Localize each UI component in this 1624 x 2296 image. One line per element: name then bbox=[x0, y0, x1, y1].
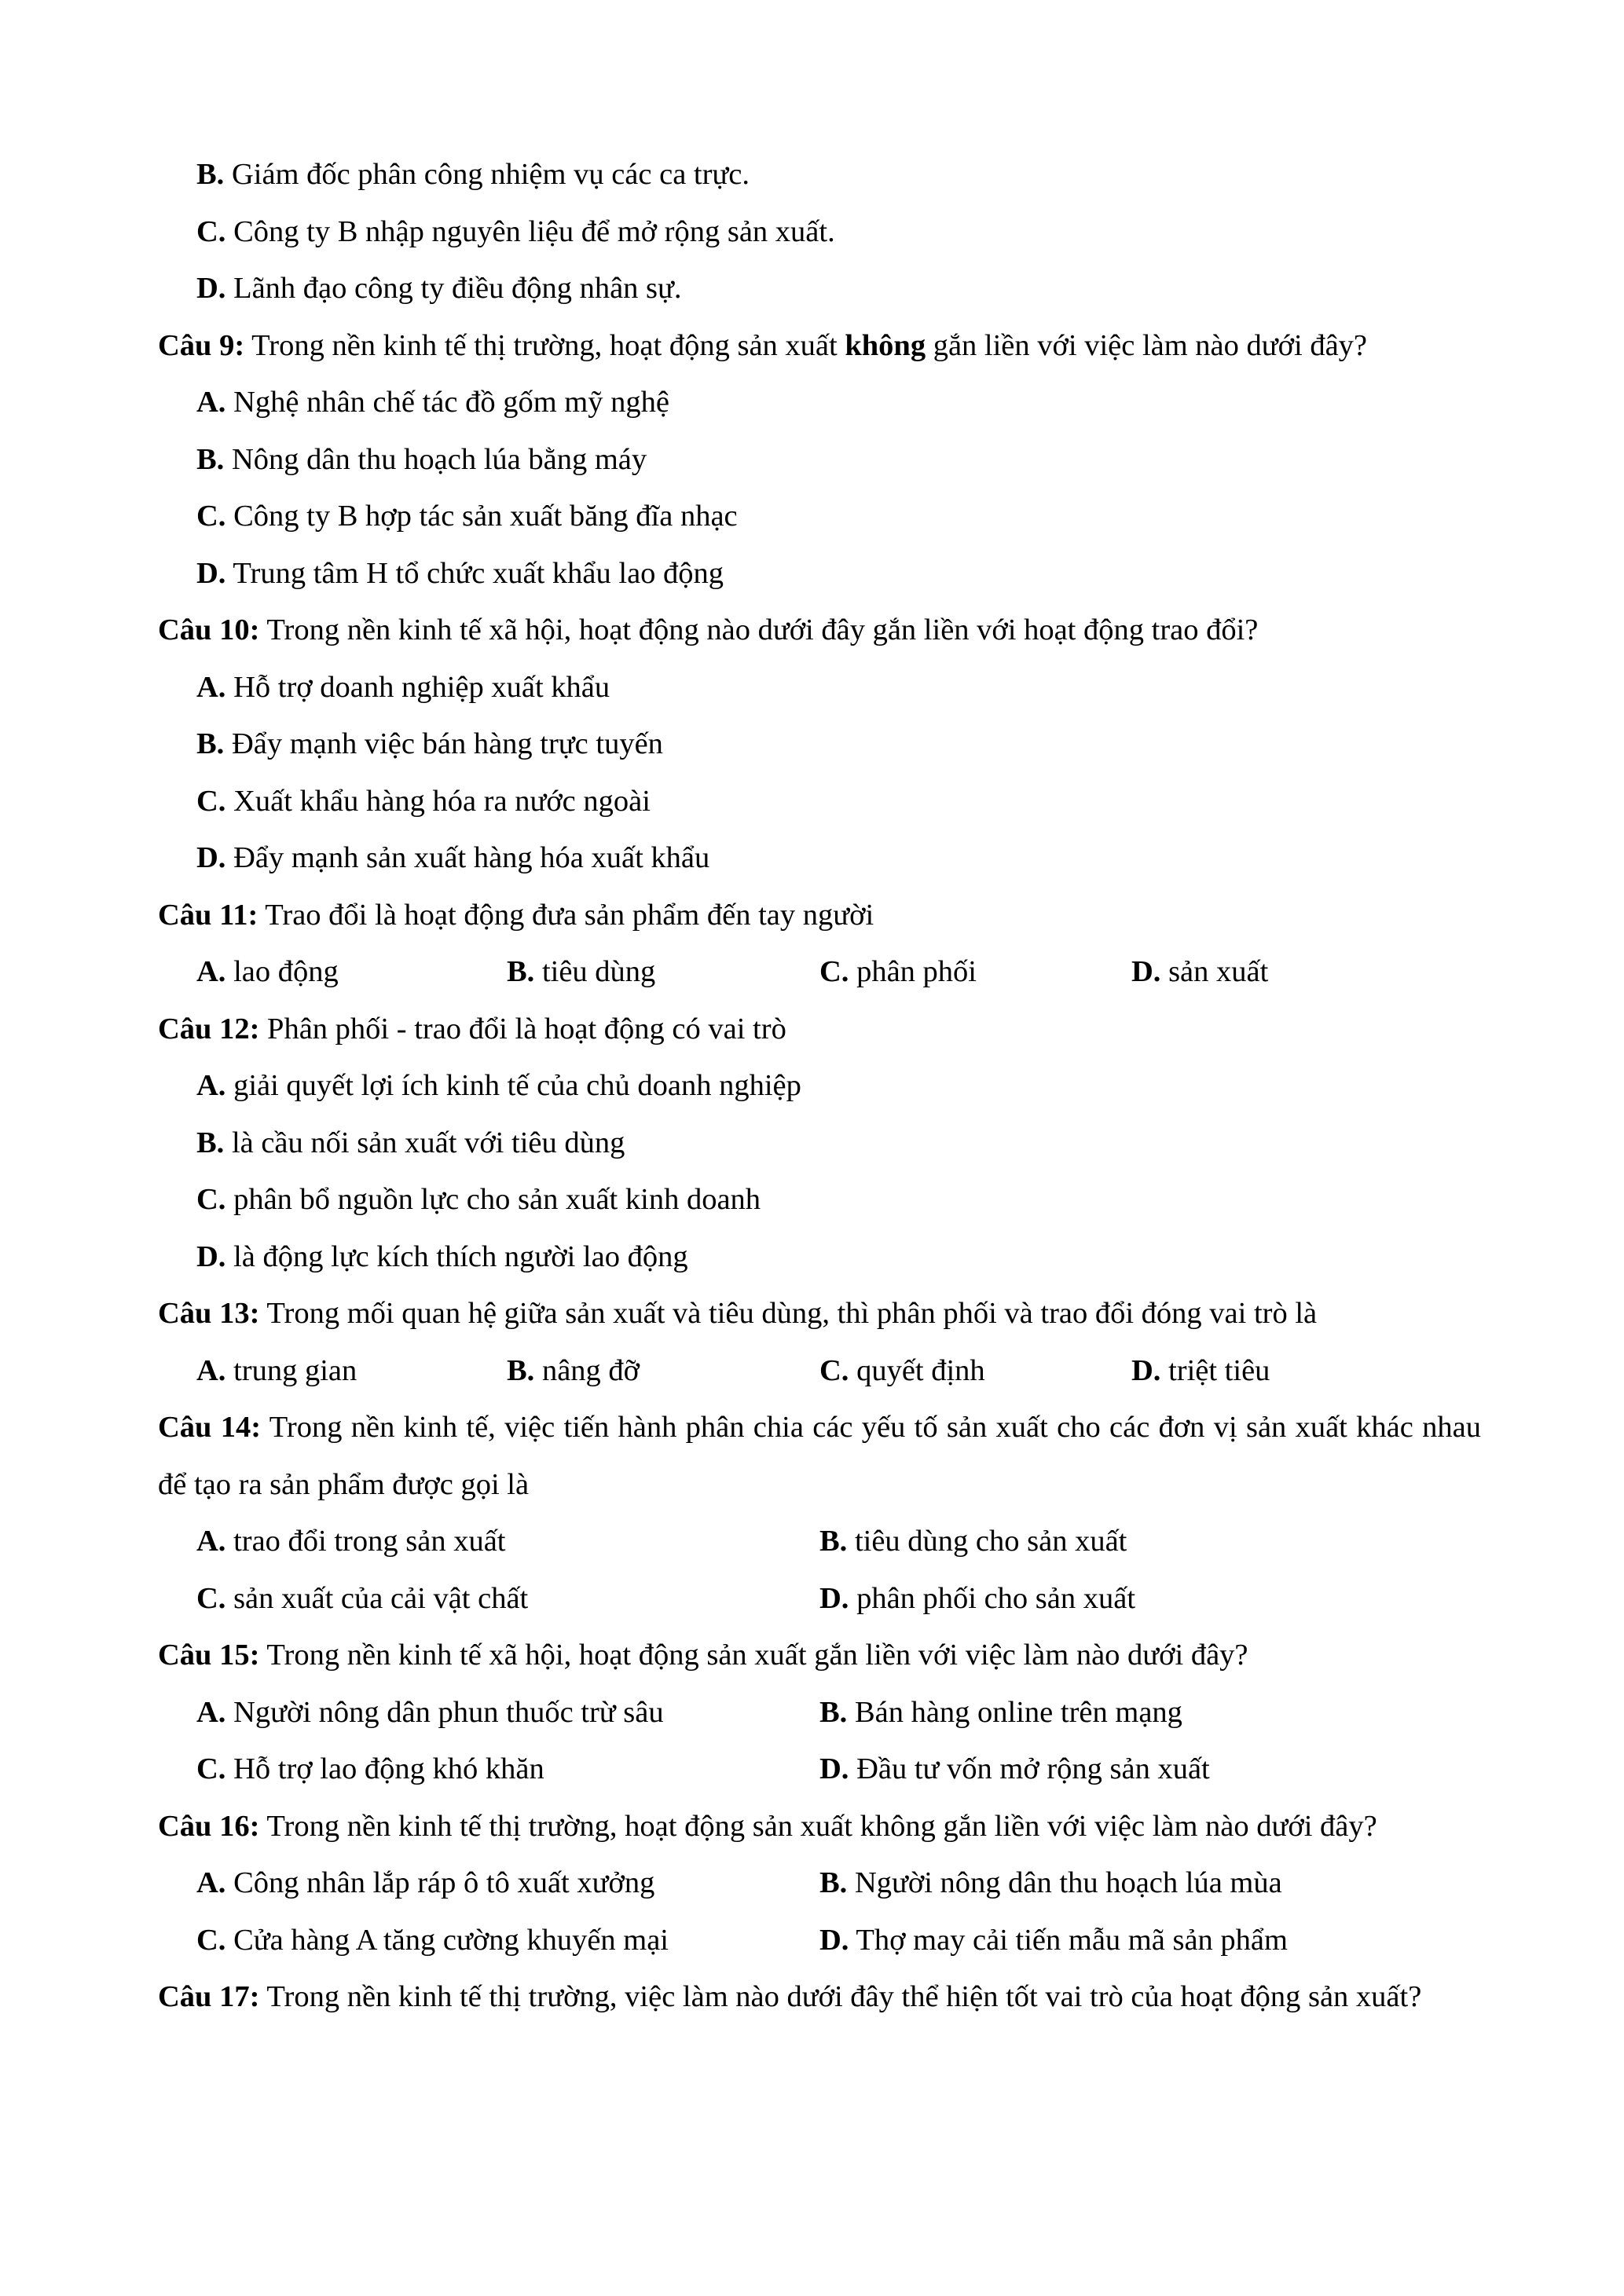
answer-option bbox=[196, 1171, 761, 1229]
answer-option bbox=[196, 260, 682, 317]
option-letter: D. bbox=[196, 272, 226, 305]
question-text: Trong nền kinh tế xã hội, hoạt động nào dưới đây gắn liền với hoạt động trao đổi? bbox=[266, 613, 1259, 646]
option-text: giải quyết lợi ích kinh tế của chủ doanh nghiệp bbox=[233, 1069, 801, 1102]
option-letter: A. bbox=[196, 386, 226, 419]
answer-option bbox=[196, 1115, 625, 1172]
question-stem bbox=[158, 1968, 1481, 2026]
option-letter: C. bbox=[819, 955, 849, 988]
option-line bbox=[158, 1057, 1481, 1115]
option-line bbox=[158, 374, 1481, 431]
option-row bbox=[158, 1912, 1481, 1969]
answer-option bbox=[196, 1057, 801, 1115]
answer-option bbox=[196, 659, 610, 716]
option-letter: A. bbox=[196, 1069, 226, 1102]
option-text: Trung tâm H tổ chức xuất khẩu lao động bbox=[233, 556, 724, 590]
question-text: Trong nền kinh tế xã hội, hoạt động sản xuất gắn liền với việc làm nào dưới đây? bbox=[266, 1639, 1248, 1672]
option-line bbox=[158, 431, 1481, 489]
option-letter: D. bbox=[1131, 955, 1161, 988]
answer-option bbox=[196, 1570, 528, 1628]
option-text: Đầu tư vốn mở rộng sản xuất bbox=[856, 1752, 1210, 1785]
option-letter: C. bbox=[196, 1752, 226, 1785]
option-letter: B. bbox=[819, 1866, 848, 1899]
option-text: lao động bbox=[233, 955, 339, 988]
answer-option bbox=[819, 1570, 1135, 1628]
answer-option bbox=[507, 1342, 640, 1400]
option-row bbox=[158, 1513, 1481, 1570]
option-text: Đẩy mạnh việc bán hàng trực tuyến bbox=[231, 727, 663, 760]
option-text: sản xuất bbox=[1168, 955, 1269, 988]
option-letter: B. bbox=[819, 1525, 848, 1558]
option-line bbox=[158, 146, 1481, 203]
answer-option bbox=[196, 1513, 506, 1570]
question-stem bbox=[158, 1399, 1481, 1513]
answer-option bbox=[196, 488, 738, 545]
option-text: Công ty B nhập nguyên liệu để mở rộng sản xuất. bbox=[233, 214, 835, 248]
question-label: Câu 11: bbox=[158, 898, 258, 932]
option-text: Người nông dân thu hoạch lúa mùa bbox=[854, 1866, 1282, 1899]
answer-option bbox=[196, 1342, 357, 1400]
answer-option bbox=[196, 1855, 654, 1912]
option-letter: B. bbox=[507, 1353, 535, 1387]
option-text: Cửa hàng A tăng cường khuyến mại bbox=[233, 1923, 669, 1957]
option-letter: D. bbox=[196, 841, 226, 874]
option-text: quyết định bbox=[856, 1353, 985, 1387]
answer-option bbox=[196, 1741, 544, 1798]
option-letter: B. bbox=[196, 727, 225, 760]
option-text: là động lực kích thích người lao động bbox=[233, 1240, 688, 1273]
option-letter: B. bbox=[196, 158, 225, 191]
option-text: trao đổi trong sản xuất bbox=[233, 1525, 506, 1558]
answer-option bbox=[196, 773, 651, 830]
answer-option bbox=[196, 1684, 664, 1741]
answer-option bbox=[819, 1684, 1182, 1741]
question-text: Trong nền kinh tế, việc tiến hành phân chia các yếu tố sản xuất cho các đơn vị sản xuất khác nhau để tạo ra sản phẩm được gọi là bbox=[158, 1411, 1481, 1501]
option-letter: C. bbox=[196, 1923, 226, 1957]
answer-option bbox=[1131, 943, 1268, 1001]
option-row bbox=[158, 1855, 1481, 1912]
answer-option bbox=[196, 431, 647, 489]
option-line bbox=[158, 488, 1481, 545]
answer-option bbox=[196, 545, 724, 602]
question-stem bbox=[158, 887, 1481, 944]
option-text: Bán hàng online trên mạng bbox=[854, 1695, 1182, 1729]
option-line bbox=[158, 260, 1481, 317]
question-text: Trao đổi là hoạt động đưa sản phẩm đến tay người bbox=[265, 898, 874, 932]
answer-option bbox=[196, 829, 709, 887]
answer-option bbox=[196, 1229, 688, 1286]
question-stem bbox=[158, 1798, 1481, 1855]
question-stem bbox=[158, 602, 1481, 659]
option-text: Đẩy mạnh sản xuất hàng hóa xuất khẩu bbox=[233, 841, 710, 874]
option-letter: A. bbox=[196, 955, 226, 988]
option-letter: A. bbox=[196, 670, 226, 704]
answer-option bbox=[819, 1855, 1282, 1912]
answer-option bbox=[196, 146, 750, 203]
question-text: gắn liền với việc làm nào dưới đây? bbox=[926, 328, 1367, 362]
question-label: Câu 9: bbox=[158, 328, 245, 362]
question-label: Câu 12: bbox=[158, 1012, 260, 1045]
option-letter: D. bbox=[1131, 1353, 1161, 1387]
option-letter: D. bbox=[819, 1581, 849, 1615]
option-row bbox=[158, 1684, 1481, 1741]
answer-option bbox=[196, 1912, 669, 1969]
option-text: phân bổ nguồn lực cho sản xuất kinh doanh bbox=[233, 1183, 761, 1216]
option-letter: A. bbox=[196, 1353, 226, 1387]
option-row bbox=[158, 1342, 1481, 1400]
option-letter: D. bbox=[196, 1240, 226, 1273]
answer-option bbox=[819, 1513, 1127, 1570]
option-text: phân phối bbox=[856, 955, 977, 988]
option-line bbox=[158, 203, 1481, 261]
question-text: Phân phối - trao đổi là hoạt động có vai trò bbox=[267, 1012, 786, 1045]
question-label: Câu 17: bbox=[158, 1980, 260, 2013]
option-line bbox=[158, 773, 1481, 830]
answer-option bbox=[196, 943, 339, 1001]
option-letter: C. bbox=[196, 500, 226, 533]
question-stem bbox=[158, 1001, 1481, 1058]
question-stem bbox=[158, 1627, 1481, 1684]
option-text: là cầu nối sản xuất với tiêu dùng bbox=[231, 1126, 625, 1159]
option-row bbox=[158, 1741, 1481, 1798]
option-letter: D. bbox=[196, 556, 226, 590]
option-letter: C. bbox=[819, 1353, 849, 1387]
option-text: nâng đỡ bbox=[541, 1353, 640, 1387]
answer-option bbox=[507, 943, 655, 1001]
question-text: Trong mối quan hệ giữa sản xuất và tiêu dùng, thì phân phối và trao đổi đóng vai trò là bbox=[266, 1297, 1318, 1330]
question-text: Trong nền kinh tế thị trường, hoạt động sản xuất bbox=[251, 328, 845, 362]
answer-option bbox=[1131, 1342, 1270, 1400]
question-stem bbox=[158, 1285, 1481, 1342]
option-text: Nghệ nhân chế tác đồ gốm mỹ nghệ bbox=[233, 386, 669, 419]
option-line bbox=[158, 659, 1481, 716]
question-stem bbox=[158, 317, 1481, 375]
option-row bbox=[158, 943, 1481, 1001]
option-letter: A. bbox=[196, 1866, 226, 1899]
answer-option bbox=[196, 203, 835, 261]
option-line bbox=[158, 716, 1481, 773]
option-letter: A. bbox=[196, 1695, 226, 1729]
option-text: phân phối cho sản xuất bbox=[856, 1581, 1136, 1615]
question-text: không bbox=[845, 328, 926, 362]
option-row bbox=[158, 1570, 1481, 1628]
option-letter: B. bbox=[507, 955, 535, 988]
option-text: Giám đốc phân công nhiệm vụ các ca trực. bbox=[231, 158, 750, 191]
option-letter: C. bbox=[196, 1183, 226, 1216]
option-line bbox=[158, 829, 1481, 887]
option-letter: B. bbox=[196, 442, 225, 476]
option-letter: C. bbox=[196, 1581, 226, 1615]
option-text: Hỗ trợ doanh nghiệp xuất khẩu bbox=[233, 670, 610, 704]
option-text: Lãnh đạo công ty điều động nhân sự. bbox=[233, 272, 682, 305]
option-line bbox=[158, 1115, 1481, 1172]
option-letter: A. bbox=[196, 1525, 226, 1558]
question-text: Trong nền kinh tế thị trường, việc làm nào dưới đây thể hiện tốt vai trò của hoạt động sản xuất? bbox=[266, 1980, 1422, 2013]
option-text: Nông dân thu hoạch lúa bằng máy bbox=[231, 442, 647, 476]
option-text: trung gian bbox=[233, 1353, 357, 1387]
option-text: Công nhân lắp ráp ô tô xuất xưởng bbox=[233, 1866, 655, 1899]
option-line bbox=[158, 1171, 1481, 1229]
answer-option bbox=[196, 716, 663, 773]
option-line bbox=[158, 545, 1481, 602]
option-text: tiêu dùng bbox=[541, 955, 656, 988]
question-label: Câu 14: bbox=[158, 1411, 262, 1444]
answer-option bbox=[196, 374, 669, 431]
answer-option bbox=[819, 943, 977, 1001]
option-text: Hỗ trợ lao động khó khăn bbox=[233, 1752, 544, 1785]
option-letter: C. bbox=[196, 784, 226, 818]
option-text: sản xuất của cải vật chất bbox=[233, 1581, 529, 1615]
option-text: tiêu dùng cho sản xuất bbox=[854, 1525, 1127, 1558]
option-letter: C. bbox=[196, 214, 226, 248]
exam-page bbox=[158, 146, 1481, 2026]
question-text: Trong nền kinh tế thị trường, hoạt động sản xuất không gắn liền với việc làm nào dưới đây? bbox=[266, 1809, 1377, 1843]
question-label: Câu 10: bbox=[158, 613, 260, 646]
option-text: Người nông dân phun thuốc trừ sâu bbox=[233, 1695, 664, 1729]
question-label: Câu 16: bbox=[158, 1809, 260, 1843]
question-label: Câu 13: bbox=[158, 1297, 260, 1330]
option-text: triệt tiêu bbox=[1168, 1353, 1270, 1387]
option-text: Xuất khẩu hàng hóa ra nước ngoài bbox=[233, 784, 651, 818]
option-letter: B. bbox=[819, 1695, 848, 1729]
answer-option bbox=[819, 1912, 1288, 1969]
option-text: Công ty B hợp tác sản xuất băng đĩa nhạc bbox=[233, 500, 738, 533]
answer-option bbox=[819, 1741, 1210, 1798]
option-text: Thợ may cải tiến mẫu mã sản phẩm bbox=[856, 1923, 1288, 1957]
option-letter: D. bbox=[819, 1752, 849, 1785]
answer-option bbox=[819, 1342, 985, 1400]
option-letter: D. bbox=[819, 1923, 849, 1957]
question-label: Câu 15: bbox=[158, 1639, 260, 1672]
option-line bbox=[158, 1229, 1481, 1286]
option-letter: B. bbox=[196, 1126, 225, 1159]
